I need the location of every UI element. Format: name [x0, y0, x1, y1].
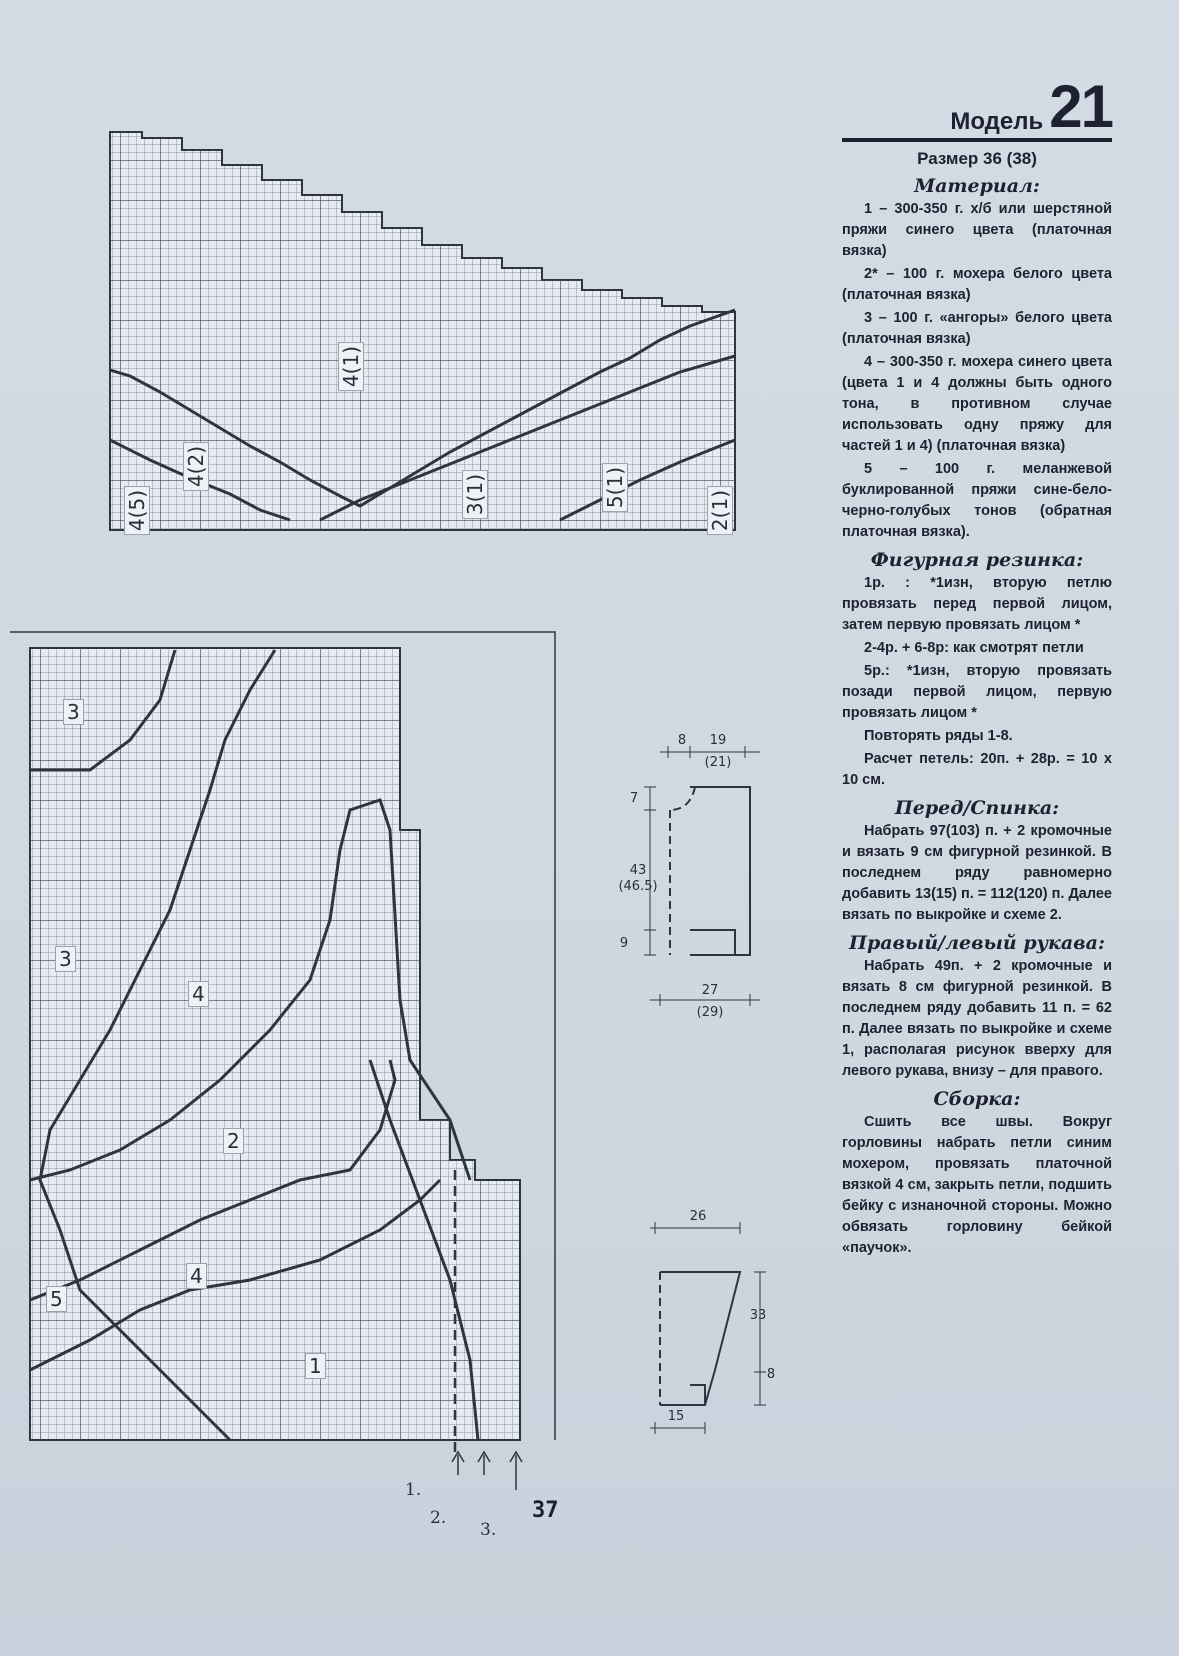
chart2-legend-3: 3. — [480, 1520, 497, 1540]
sleeve-dim-top: 26 — [689, 1209, 707, 1224]
sleeve-schematic — [650, 1222, 766, 1434]
chart1-label-4-2: 4(2) — [183, 442, 209, 491]
rib-item: 5р.: *1изн, вторую провязать позади первой лицом, первую провязать лицом * — [842, 663, 1112, 721]
chart1-label-5-1: 5(1) — [602, 463, 628, 512]
body-schematic — [644, 746, 760, 1006]
rib-item: 1р. : *1изн, вторую петлю провязать перед первой лицом, затем первую провязать лицом * — [842, 575, 1112, 633]
chart1-label-3-1: 3(1) — [462, 470, 488, 519]
instructions-column — [842, 73, 1112, 1261]
body-dim-shoulder: 19 — [709, 733, 727, 748]
chart2-label-4a: 4 — [188, 981, 209, 1007]
chart1-label-2-1: 2(1) — [707, 486, 733, 535]
rib-heading: Фигурная резинка: — [870, 549, 1084, 571]
rib-item: Расчет петель: 20п. + 28р. = 10 х 10 см. — [842, 751, 1112, 788]
chart2-legend-1: 1. — [405, 1480, 422, 1500]
chart2-label-2: 2 — [223, 1128, 244, 1154]
model-label: Модель — [950, 108, 1044, 135]
material-heading: Материал: — [914, 175, 1040, 197]
assembly-heading: Сборка: — [933, 1088, 1021, 1110]
chart2-label-1: 1 — [305, 1353, 326, 1379]
sleeve-dim-length: 33 — [749, 1308, 767, 1323]
page-number: 37 — [532, 1498, 559, 1523]
rib-item: 2-4р. + 6-8р: как смотрят петли — [864, 640, 1084, 656]
material-item: 4 – 300-350 г. мохера синего цвета (цвета 1 и 4 должны быть одного тона, в противном случае использовать одну пряжу для частей 1 и 4) (платочная вязка) — [842, 354, 1112, 454]
body-dim-length-alt: (46.5) — [618, 879, 658, 894]
model-number: 21 — [1049, 73, 1112, 140]
rib-item: Повторять ряды 1-8. — [864, 728, 1013, 744]
chart2-label-3b: 3 — [55, 946, 76, 972]
chart2-label-4b: 4 — [186, 1263, 207, 1289]
material-item: 2* – 100 г. мохера белого цвета (платочная вязка) — [842, 266, 1112, 303]
body-dim-neck-depth: 7 — [629, 791, 639, 806]
chart2-legend-2: 2. — [430, 1508, 447, 1528]
chart1-label-4-1: 4(1) — [338, 342, 364, 391]
sleeve-heading: Правый/левый рукава: — [849, 932, 1105, 954]
front-heading: Перед/Спинка: — [894, 797, 1060, 819]
body-dim-rib: 9 — [619, 936, 629, 951]
chart-2 — [10, 632, 555, 1490]
body-dim-length: 43 — [629, 863, 647, 878]
body-dim-width: 27 — [701, 983, 719, 998]
body-dim-shoulder-alt: (21) — [704, 755, 732, 770]
body-dim-width-alt: (29) — [696, 1005, 724, 1020]
chart2-label-3a: 3 — [63, 699, 84, 725]
sleeve-text: Набрать 49п. + 2 кромочные и вязать 8 см фигурной резинкой. В последнем ряду добавить 11 п. = 62 п. Далее вязать по выкройке и схеме 1, располагая рисунок вверху для левого рукава, внизу – для правого. — [842, 958, 1112, 1079]
chart2-label-5: 5 — [46, 1286, 67, 1312]
material-item: 1 – 300-350 г. х/б или шерстяной пряжи синего цвета (платочная вязка) — [842, 201, 1112, 259]
assembly-text: Сшить все швы. Вокруг горловины набрать петли синим мохером, провязать платочной вязкой 4 см, закрыть петли, подшить бейку с изнаночной стороны. Можно обвязать горловину бейкой «паучок». — [842, 1114, 1112, 1256]
body-dim-neck: 8 — [677, 733, 687, 748]
model-heading — [842, 73, 1112, 142]
size-line: Размер 36 (38) — [917, 149, 1037, 168]
front-text: Набрать 97(103) п. + 2 кромочные и вязать 9 см фигурной резинкой. В последнем ряду равномерно добавить 13(15) п. = 112(120) п. Далее вязать по выкройке и схеме 2. — [842, 823, 1112, 923]
material-item: 3 – 100 г. «ангоры» белого цвета (платочная вязка) — [842, 310, 1112, 347]
material-item: 5 – 100 г. меланжевой буклированной пряжи сине-бело-черно-голубых тонов (обратная платочная вязка). — [842, 461, 1112, 540]
sleeve-dim-cuff: 8 — [766, 1367, 776, 1382]
sleeve-dim-bottom: 15 — [667, 1409, 685, 1424]
chart1-label-4-5: 4(5) — [124, 486, 150, 535]
